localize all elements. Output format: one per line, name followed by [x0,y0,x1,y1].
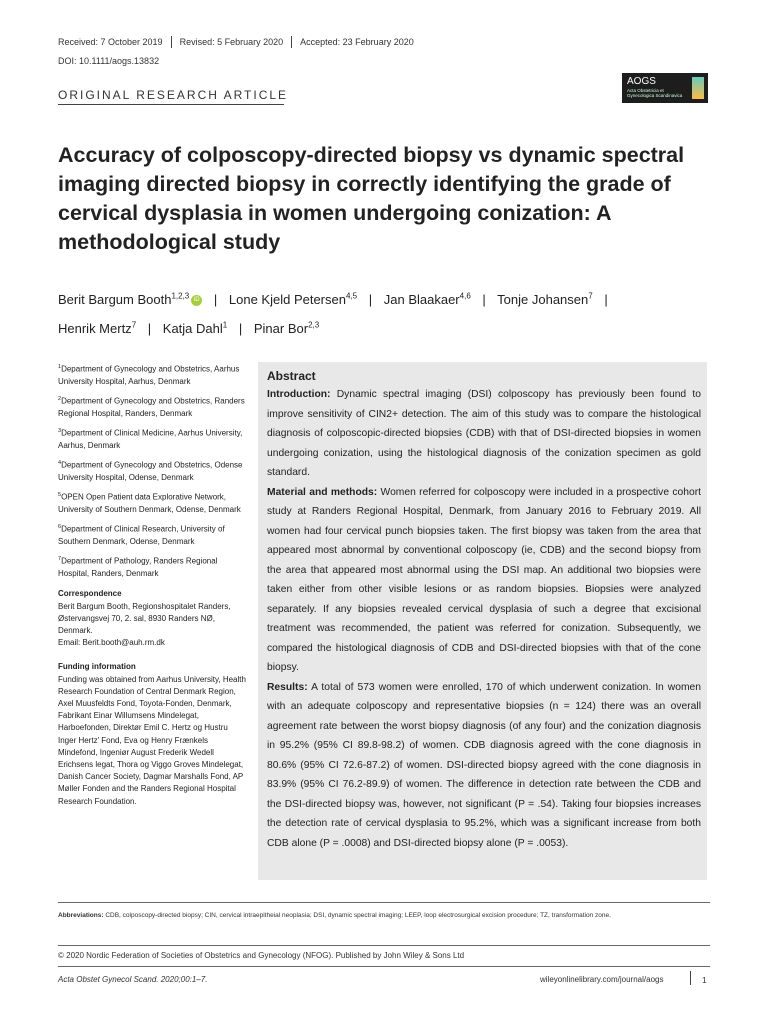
funding-text: Funding was obtained from Aarhus University, Health Research Foundation of Central Denmark Region, Axel Muusfeldts Fond, Toyota-Fonden, Denmark, Fabrikant Einar Willumsens Mindelegat, Harboefonden, Direktør Emil C. Hertz og Hustru Inger Hertz’ Fond, Eva og Henry Frænkels Mindefond, Ingeniør August Frederik Wedell Erichsens legat, Thora og Viggo Groves Mindelegat, Danish Cancer Society, Dagmar Marshalls Fond, AP Møller Fonden and the Randers Regional Hospital Research Foundation. [58,674,246,806]
article-dates [58,36,422,48]
abstract [267,367,701,853]
author-name[interactable]: Pinar Bor$^{2,3}$ [253,320,320,336]
author-name[interactable]: Lone Kjeld Petersen$^{4,5}$ [228,292,358,308]
article-type-rule [58,104,284,105]
affiliation: $^1$Department of Gynecology and Obstetrics, Aarhus University Hospital, Aarhus, Denmark [58,364,240,386]
received-date: Received: 7 October 2019 [58,36,172,48]
author-name[interactable]: Jan Blaakaer$^{4,6}$ [383,292,471,308]
affiliation: $^5$OPEN Open Patient data Explorative Network, University of Southern Denmark, Odense, Denmark [58,492,241,515]
affiliation: $^4$Department of Gynecology and Obstetrics, Odense University Hospital, Odense, Denmark [58,460,243,483]
funding-heading: Funding information [58,662,136,672]
author-separator: | [147,320,152,336]
article-type: ORIGINAL RESEARCH ARTICLE [58,88,289,102]
abstract-introduction: Introduction: Dynamic spectral imaging (DSI) colposcopy has previously been found to improve sensitivity of CIN2+ detection. The aim of this study was to compare the histological diagnosis of colposcopic-directed biopsies (CDB) with that of DSI-directed biopsies in women undergoing conization, using the histological diagnosis of the conization specimen as gold standard. [267,389,701,478]
author-name[interactable]: Tonje Johansen$^7$ [497,292,593,308]
affiliation: $^2$Department of Gynecology and Obstetrics, Randers Regional Hospital, Randers, Denmark [58,396,245,418]
author-name[interactable]: Henrik Mertz$^7$ [58,320,137,336]
divider [58,945,710,946]
abstract-methods: Material and methods: Women referred for colposcopy were included in a prospective cohort study at Randers Regional Hospital, Denmark, from January 2016 to February 2019. All women had four cervical punch biopsies taken. The first biopsy was taken from the area that appeared most abnormal by conventional colposcopy (ie, CDB) and the second biopsy from the area that appeared most abnormal using the DSI map. An additional two biopsies were taken either from other visible lesions or as random biopsies. Biopsies were analyzed separately. If any biopsies revealed cervical dysplasia of such a degree that excisional treatment was recommended, the patient was referred for conization. Subsequently, we compared the histological diagnosis of CDB and DSI-directed biopsies with that of the cone biopsy. [267,486,701,673]
correspondence-heading: Correspondence [58,589,122,599]
affiliation: $^3$Department of Clinical Medicine, Aarhus University, Aarhus, Denmark [58,428,243,450]
author-separator: | [368,292,373,308]
author-separator: | [238,320,243,336]
abstract-results: Results: A total of 573 women were enrolled, 170 of which underwent conization. In women with an adequate colposcopy and representative biopsies (n = 124) there was an overall agreement rate between the worst biopsy diagnosis (of any four) and the conization diagnosis in 95.2% (95% CI 89.8-98.2) of women. CDB diagnosis agreed with the cone diagnosis in 80.6% (95% CI 72.6-87.2) of women. DSI-directed biopsy agreed with the cone diagnosis in 83.9% (95% CI 76.2-89.9) of women. The difference in detection rate between the CDB and the DSI-directed biopsy was, however, not significant (P = .54). Taking four biopsies increases the detection rate of cervical dysplasia to 95.2%, which was a significant increase from both CDB alone (P = .0008) and DSI-directed biopsy alone (P = .0053). [267,681,701,849]
page-number: 1 [702,975,707,985]
journal-url[interactable]: wileyonlinelibrary.com/journal/aogs [540,975,664,984]
footer-separator [690,971,691,985]
divider [58,966,710,967]
abstract-heading: Abstract [267,369,316,383]
author-list [58,284,718,341]
correspondence-email[interactable]: Email: Berit.booth@auh.rm.dk [58,638,165,648]
author-name[interactable]: Katja Dahl$^1$ [162,320,228,336]
author-separator: | [213,292,218,308]
logo-title: AOGS [627,76,656,87]
orcid-icon[interactable]: iD [191,295,202,306]
copyright: © 2020 Nordic Federation of Societies of Obstetrics and Gynecology (NFOG). Published by John Wiley & Sons Ltd [58,951,465,960]
affiliation: $^7$Department of Pathology, Randers Regional Hospital, Randers, Denmark [58,556,218,579]
author-separator: | [604,292,608,308]
author-separator: | [482,292,486,308]
divider [58,902,710,903]
journal-logo[interactable] [622,73,708,103]
affiliation: $^6$Department of Clinical Research, University of Southern Denmark, Odense, Denmark [58,524,225,547]
correspondence-text: Berit Bargum Booth, Regionshospitalet Randers, Østervangsvej 70, 2. sal, 8930 Randers NØ, Denmark. [58,601,231,636]
journal-citation: Acta Obstet Gynecol Scand. 2020;00:1–7. [58,975,208,984]
accepted-date: Accepted: 23 February 2020 [300,37,414,47]
doi[interactable]: DOI: 10.1111/aogs.13832 [58,56,160,66]
logo-subtitle: Acta Obstetricia et Gynecologica Scandinavica [627,88,683,98]
logo-mark-icon [692,77,704,99]
article-title: Accuracy of colposcopy-directed biopsy vs dynamic spectral imaging directed biopsy in correctly identifying the grade of cervical dysplasia in women undergoing conization: A methodological study [58,143,685,254]
author-name[interactable]: Berit Bargum Booth$^{1,2,3}$ [58,292,190,308]
revised-date: Revised: 5 February 2020 [172,36,293,48]
affiliations-column [58,361,248,808]
abbreviations: Abbreviations: CDB, colposcopy-directed biopsy; CIN, cervical intraepitheial neoplasia; DSI, dynamic spectral imaging; LEEP, loop electrosurgical excision procedure; TZ, transformation zone. [58,912,611,919]
